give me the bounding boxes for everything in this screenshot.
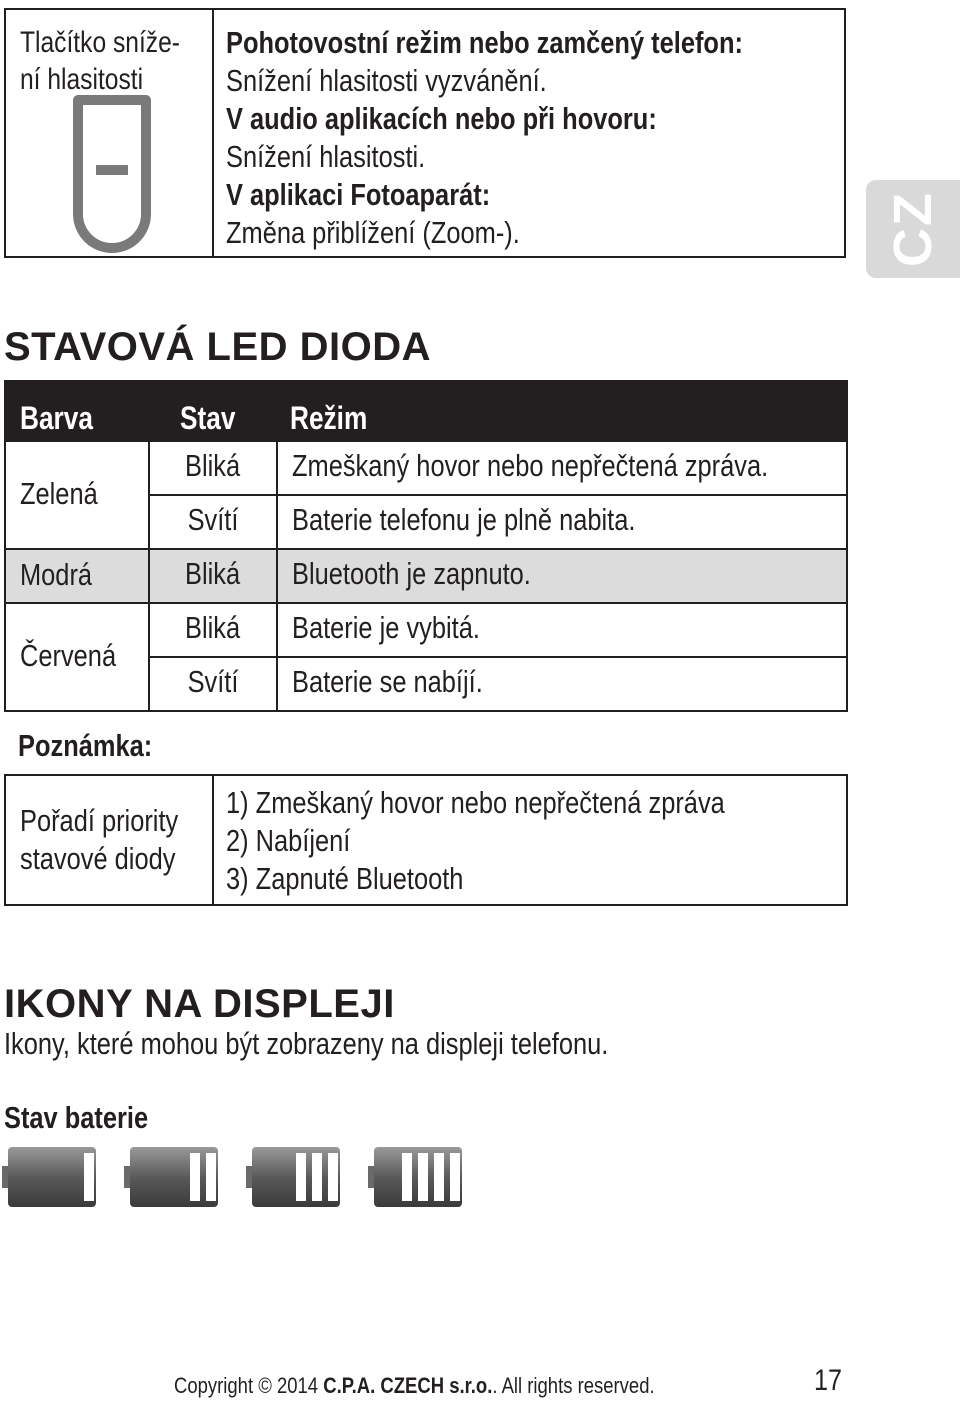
icons-section-heading: IKONY NA DISPLEJI (4, 982, 395, 1026)
priority-label: Pořadí priority stavové diody (20, 803, 179, 876)
note-label: Poznámka: (18, 728, 153, 763)
priority-list (226, 784, 834, 898)
battery-bar (296, 1153, 306, 1201)
list-item: 2) Nabíjení (226, 823, 351, 858)
led-state-cell: Bliká (185, 448, 241, 483)
battery-level-3-icon (246, 1144, 342, 1210)
led-group (6, 440, 846, 548)
led-color-cell: Zelená (20, 476, 98, 511)
led-color-cell: Červená (20, 638, 117, 673)
battery-level-4-icon (368, 1144, 464, 1210)
description-line: V aplikaci Fotoaparát: (226, 177, 491, 212)
list-item: 3) Zapnuté Bluetooth (226, 861, 464, 896)
column-header-mode: Režim (290, 400, 368, 436)
battery-bar (206, 1153, 216, 1201)
battery-bar (84, 1153, 94, 1201)
icons-description: Ikony, které mohou být zobrazeny na displeji telefonu. (4, 1026, 609, 1061)
column-header-color: Barva (20, 400, 93, 436)
led-group (6, 548, 846, 602)
column-header-state: Stav (180, 400, 236, 436)
volume-down-button-icon (72, 94, 152, 259)
table-row (6, 440, 846, 494)
led-mode-cell: Baterie je vybitá. (292, 610, 480, 645)
battery-status-title: Stav baterie (4, 1100, 149, 1135)
volume-button-box (4, 8, 846, 258)
table-row (6, 494, 846, 548)
battery-bar (190, 1153, 200, 1201)
company-name: C.P.A. CZECH s.r.o. (323, 1373, 493, 1398)
led-state-cell: Svítí (187, 664, 239, 699)
table-row (6, 602, 846, 656)
table-row (6, 548, 846, 602)
led-group (6, 602, 846, 710)
volume-button-description (226, 24, 856, 252)
description-line: Snížení hlasitosti vyzvánění. (226, 63, 547, 98)
description-line: V audio aplikacích nebo při hovoru: (226, 101, 657, 136)
battery-bar (328, 1153, 338, 1201)
led-mode-cell: Baterie se nabíjí. (292, 664, 483, 699)
led-table (4, 380, 848, 712)
list-item: 1) Zmeškaný hovor nebo nepřečtená zpráva (226, 785, 725, 820)
led-mode-cell: Baterie telefonu je plně nabita. (292, 502, 636, 537)
description-line: Snížení hlasitosti. (226, 139, 426, 174)
battery-bar (418, 1153, 428, 1201)
led-mode-cell: Bluetooth je zapnuto. (292, 556, 531, 591)
battery-bar (312, 1153, 322, 1201)
battery-icons-row (2, 1144, 472, 1210)
battery-bar (402, 1153, 412, 1201)
description-line: Pohotovostní režim nebo zamčený telefon: (226, 25, 743, 60)
battery-bar (450, 1153, 460, 1201)
battery-level-2-icon (124, 1144, 220, 1210)
led-state-cell: Bliká (185, 610, 241, 645)
led-mode-cell: Zmeškaný hovor nebo nepřečtená zpráva. (292, 448, 769, 483)
battery-level-1-icon (2, 1144, 98, 1210)
language-tab-label: CZ (883, 191, 943, 267)
description-line: Změna přiblížení (Zoom-). (226, 215, 520, 250)
led-color-cell: Modrá (20, 557, 93, 592)
copyright-footer: Copyright © 2014 C.P.A. CZECH s.r.o.. All rights reserved. (174, 1373, 655, 1398)
page-number: 17 (814, 1364, 843, 1397)
led-section-heading: STAVOVÁ LED DIODA (4, 325, 432, 369)
battery-bar (434, 1153, 444, 1201)
note-box (4, 774, 848, 906)
led-state-cell: Bliká (185, 556, 241, 591)
led-state-cell: Svítí (187, 502, 239, 537)
led-table-header (6, 382, 846, 440)
led-table-body (6, 440, 846, 710)
volume-button-label: Tlačítko sníže- ní hlasitosti (20, 26, 180, 96)
language-tab (866, 180, 960, 278)
table-row (6, 656, 846, 710)
